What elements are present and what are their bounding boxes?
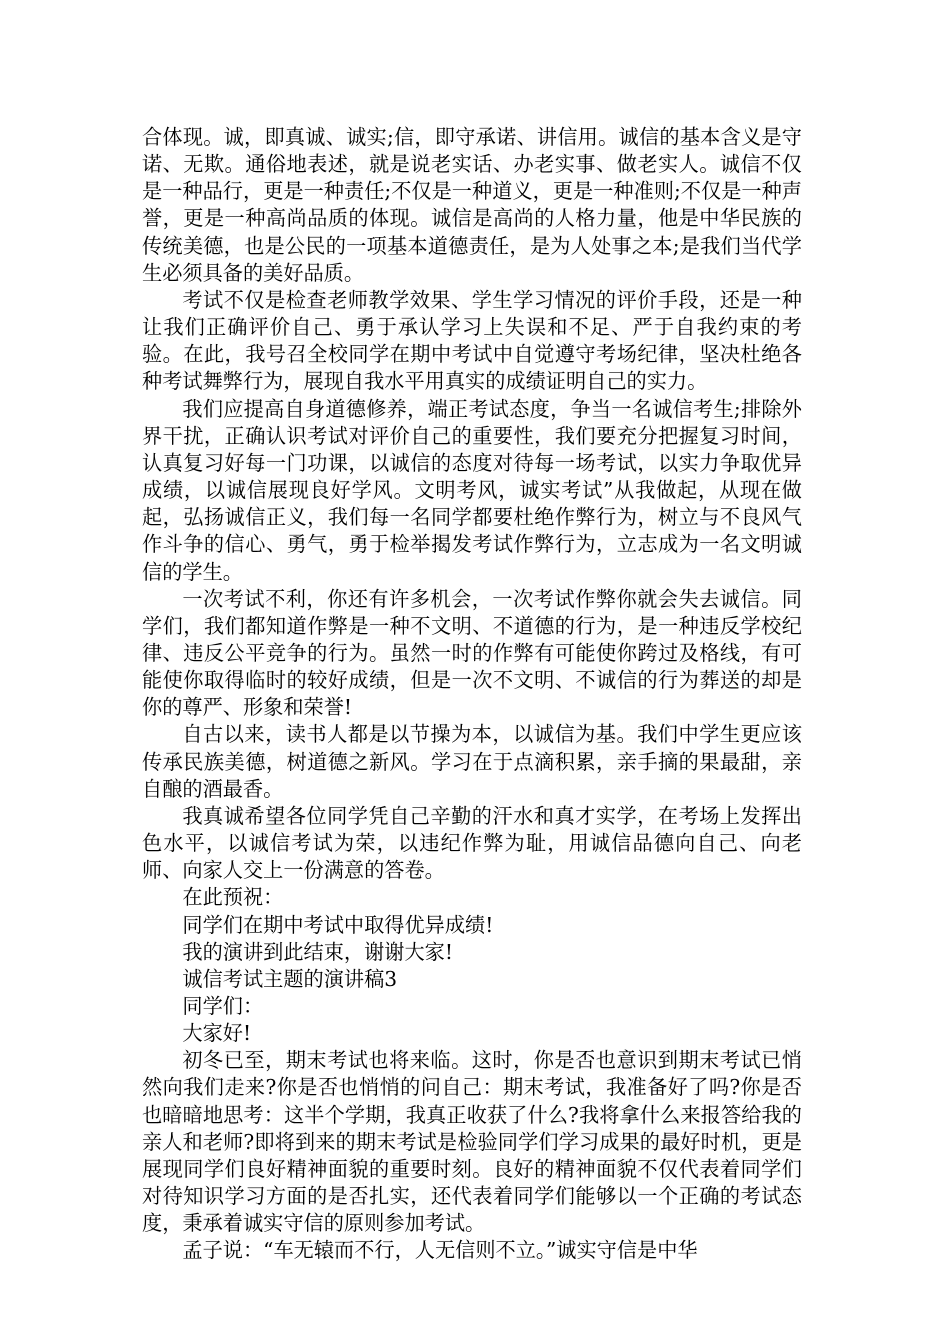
document-page [142,124,802,1265]
paragraph-2: 考试不仅是检查老师教学效果、学生学习情况的评价手段，还是一种让我们正确评价自己、勇于承认学习上失误和不足、严于自我约束的考验。在此，我号召全校同学在期中考试中自觉遵守考场纪律，坚决杜绝各种考试舞弊行为，展现自我水平用真实的成绩证明自己的实力。 [142,287,802,394]
paragraph-7: 在此预祝： [182,885,284,910]
paragraph-1: 合体现。诚，即真诚、诚实;信，即守承诺、讲信用。诚信的基本含义是守诺、无欺。通俗地表述，就是说老实话、办老实事、做老实人。诚信不仅是一种品行，更是一种责任;不仅是一种道义，更是一种准则;不仅是一种声誉，更是一种高尚品质的体现。诚信是高尚的人格力量，他是中华民族的传统美德，也是公民的一项基本道德责任，是为人处事之本;是我们当代学生必须具备的美好品质。 [142,125,802,285]
paragraph-5: 自古以来，读书人都是以节操为本，以诚信为基。我们中学生更应该传承民族美德，树道德之新风。学习在于点滴积累，亲手摘的果最甜，亲自酿的酒最香。 [142,722,802,801]
paragraph-14: 孟子说：“车无辕而不行，人无信则不立。”诚实守信是中华 [182,1238,698,1263]
paragraph-6: 我真诚希望各位同学凭自己辛勤的汗水和真才实学，在考场上发挥出色水平，以诚信考试为荣，以违纪作弊为耻，用诚信品德向自己、向老师、向家人交上一份满意的答卷。 [142,803,802,883]
salutation: 同学们： [182,994,264,1018]
paragraph-13: 初冬已至，期末考试也将来临。这时，你是否也意识到期末考试已悄然向我们走来?你是否也悄悄的问自己：期末考试，我准备好了吗?你是否也暗暗地思考：这半个学期，我真正收获了什么?我将拿什么来报答给我的亲人和老师?即将到来的期末考试是检验同学们学习成果的最好时机，更是展现同学们良好精神面貌的重要时刻。良好的精神面貌不仅代表着同学们对待知识学习方面的是否扎实，还代表着同学们能够以一个正确的考试态度，秉承着诚实守信的原则参加考试。 [142,1048,802,1236]
paragraph-4: 一次考试不利，你还有许多机会，一次考试作弊你就会失去诚信。同学们，我们都知道作弊是一种不文明、不道德的行为，是一种违反学校纪律、违反公平竞争的行为。虽然一时的作弊有可能使你跨过及格线，有可能使你取得临时的较好成绩，但是一次不文明、不诚信的行为葬送的却是你的尊严、形象和荣誉! [142,586,802,720]
paragraph-9: 我的演讲到此结束，谢谢大家! [182,939,453,964]
section-title: 诚信考试主题的演讲稿3 [182,966,398,991]
paragraph-8: 同学们在期中考试中取得优异成绩! [182,912,494,937]
paragraph-3: 我们应提高自身道德修养，端正考试态度，争当一名诚信考生;排除外界干扰，正确认识考试对评价自己的重要性，我们要充分把握复习时间，认真复习好每一门功课，以诚信的态度对待每一场考试，以实力争取优异成绩，以诚信展现良好学风。文明考风，诚实考试”从我做起，从现在做起，弘扬诚信正义，我们每一名同学都要杜绝作弊行为，树立与不良风气作斗争的信心、勇气，勇于检举揭发考试作弊行为，立志成为一名文明诚信的学生。 [142,396,802,584]
greeting: 大家好! [182,1021,252,1046]
